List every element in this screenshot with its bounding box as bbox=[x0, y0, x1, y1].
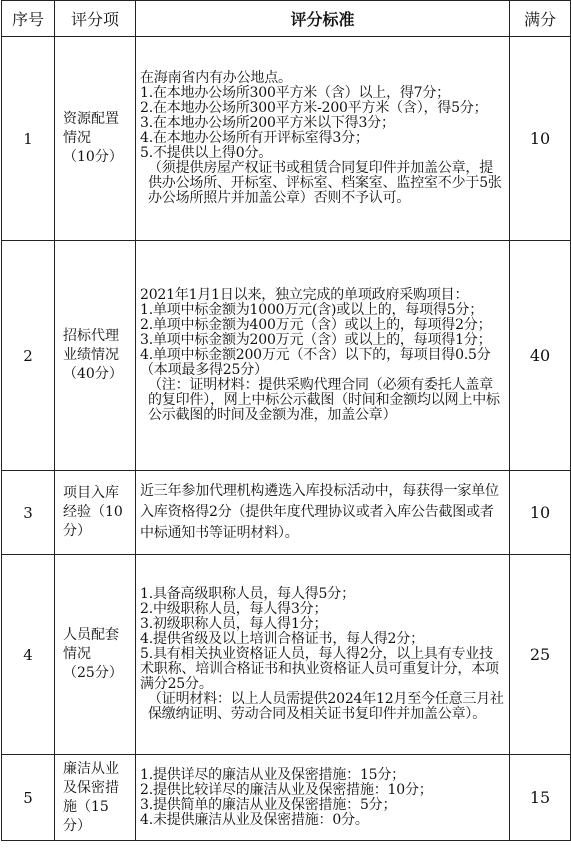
criteria-line: 1.具备高级职称人员，每人得5分； bbox=[140, 586, 355, 602]
criteria-line: 在海南省内有办公地点。 bbox=[140, 70, 292, 86]
criteria-line: 2021年1月1日以来，独立完成的单项政府采购项目： bbox=[140, 287, 469, 303]
row-criteria bbox=[136, 241, 510, 471]
criteria-line: 5.具有相关执业资格证人员，每人得2分，以上具有专业技术职称、培训合格证书和执业资格证人员可重复计分，本项满分25分。 bbox=[140, 646, 499, 692]
header-item: 评分项 bbox=[55, 1, 136, 37]
item-line: 项目入库 bbox=[63, 485, 119, 501]
criteria-note: （须提供房屋产权证书或租赁合同复印件并加盖公章，提供办公场所、开标室、评标室、档案室、监控室不少于5张办公场所照片并加盖公章）否则不予认可。 bbox=[148, 160, 502, 206]
row-criteria bbox=[136, 471, 510, 555]
row-item bbox=[55, 755, 136, 841]
header-no: 序号 bbox=[2, 1, 55, 37]
criteria-line: 2.单项中标金额为400万元（含）或以上的，每项得2分； bbox=[140, 317, 492, 333]
header-criteria: 评分标准 bbox=[136, 1, 510, 37]
table-row bbox=[2, 241, 571, 471]
criteria-line: 3.在本地办公场所200平方米以下得3分； bbox=[140, 115, 395, 131]
row-item bbox=[55, 471, 136, 555]
criteria-line: 1.在本地办公场所300平方米（含）以上，得7分； bbox=[140, 85, 450, 101]
item-line: 经验（10 bbox=[63, 504, 123, 520]
row-criteria bbox=[136, 555, 510, 755]
criteria-line: 2.中级职称人员，每人得3分； bbox=[140, 601, 328, 617]
criteria-line: 4.提供省级及以上培训合格证书，每人得2分； bbox=[140, 631, 424, 647]
criteria-note: （证明材料：以上人员需提供2024年12月至今任意三月社保缴纳证明、劳动合同及相关证书复印件并加盖公章）。 bbox=[148, 691, 504, 722]
row-number: 2 bbox=[2, 241, 55, 471]
row-number: 3 bbox=[2, 471, 55, 555]
criteria-line: 2.提供比较详尽的廉洁从业及保密措施：10分； bbox=[140, 781, 433, 798]
criteria-line: 2.在本地办公场所300平方米-200平方米（含），得5分； bbox=[140, 100, 488, 116]
row-criteria bbox=[136, 755, 510, 841]
item-line: 廉洁从业 bbox=[63, 760, 119, 777]
criteria-line: 1.提供详尽的廉洁从业及保密措施：15分； bbox=[140, 766, 405, 783]
criteria-line: 4.单项中标金额200万元（不含）以下的，每项目得0.5分（本项最多得25分） bbox=[140, 347, 491, 378]
item-line: 业绩情况 bbox=[63, 347, 119, 363]
item-line: 分） bbox=[63, 523, 91, 539]
item-line: （25分） bbox=[63, 665, 123, 681]
row-number: 1 bbox=[2, 37, 55, 241]
item-line: 资源配置 bbox=[63, 111, 119, 127]
row-item bbox=[55, 37, 136, 241]
row-score: 10 bbox=[510, 471, 571, 555]
row-item bbox=[55, 555, 136, 755]
row-criteria bbox=[136, 37, 510, 241]
header-score: 满分 bbox=[510, 1, 571, 37]
criteria-line: 3.单项中标金额为200万元（含）或以上的，每项得1分； bbox=[140, 332, 492, 348]
criteria-note: （注：证明材料：提供采购代理合同（必须有委托人盖章的复印件），网上中标公示截图（时间和金额均以网上中标公示截图的时间及金额为准，加盖公章） bbox=[148, 377, 500, 423]
criteria-line: 近三年参加代理机构遴选入库投标活动中，每获得一家单位入库资格得2分（提供年度代理协议或者入库公告截图或者中标通知书等证明材料）。 bbox=[140, 483, 499, 541]
item-line: 及保密措 bbox=[63, 779, 119, 796]
item-line: （10分） bbox=[63, 149, 123, 165]
header-row bbox=[2, 1, 571, 37]
row-score: 40 bbox=[510, 241, 571, 471]
item-line: 分） bbox=[63, 817, 91, 834]
criteria-line: 3.提供简单的廉洁从业及保密措施：5分； bbox=[140, 796, 397, 813]
item-line: 招标代理 bbox=[63, 328, 119, 344]
row-number: 5 bbox=[2, 755, 55, 841]
table-row bbox=[2, 555, 571, 755]
row-number: 4 bbox=[2, 555, 55, 755]
table-row bbox=[2, 471, 571, 555]
row-score: 25 bbox=[510, 555, 571, 755]
item-line: （40分） bbox=[63, 366, 123, 382]
item-line: 情况 bbox=[63, 646, 91, 662]
table-row bbox=[2, 37, 571, 241]
criteria-line: 4.在本地办公场所有开评标室得3分； bbox=[140, 130, 369, 146]
row-score: 15 bbox=[510, 755, 571, 841]
row-item bbox=[55, 241, 136, 471]
item-line: 人员配套 bbox=[63, 627, 119, 643]
criteria-line: 1.单项中标金额为1000万元(含)或以上的，每项得5分； bbox=[140, 302, 484, 318]
criteria-line: 4.未提供廉洁从业及保密措施：0分。 bbox=[140, 811, 369, 828]
item-line: 施（15 bbox=[63, 798, 109, 815]
criteria-line: 5.不提供以上得0分。 bbox=[140, 145, 273, 161]
criteria-line: 3.初级职称人员，每人得1分； bbox=[140, 616, 328, 632]
table-row bbox=[2, 755, 571, 841]
item-line: 情况 bbox=[63, 130, 91, 146]
scoring-table bbox=[1, 0, 571, 841]
row-score: 10 bbox=[510, 37, 571, 241]
